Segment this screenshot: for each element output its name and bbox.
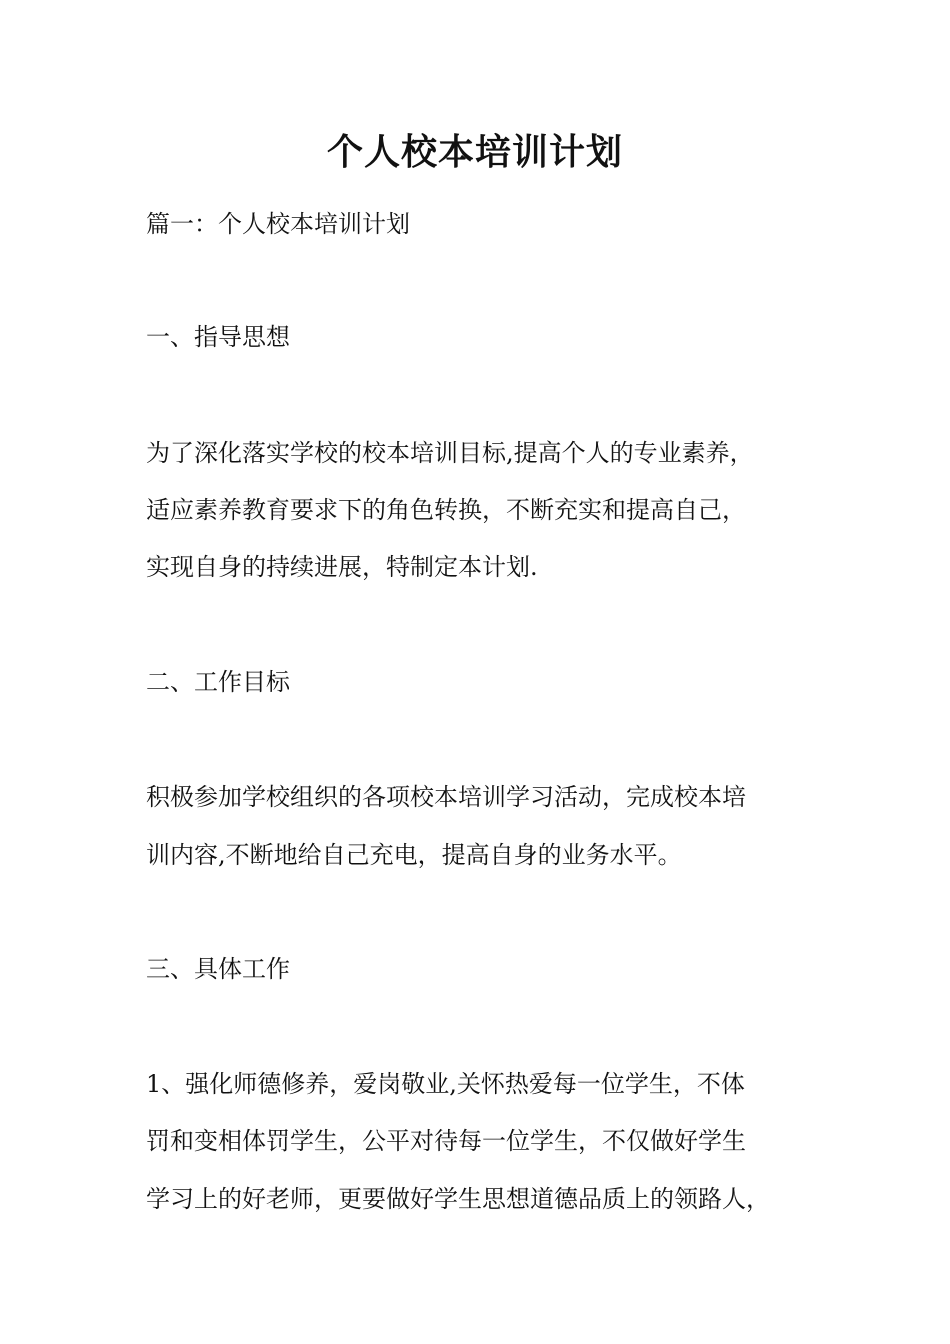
- paragraph-line: 罚和变相体罚学生，公平对待每一位学生，不仅做好学生: [146, 1127, 746, 1155]
- paragraph-line: 1、强化师德修养，爱岗敬业,关怀热爱每一位学生，不体: [146, 1070, 745, 1098]
- paragraph-line: 训内容,不断地给自己充电，提高自身的业务水平。: [146, 841, 682, 869]
- section-heading-specific-work: 三、具体工作: [146, 955, 290, 983]
- paragraph-line: 积极参加学校组织的各项校本培训学习活动，完成校本培: [146, 783, 746, 811]
- paragraph-line: 实现自身的持续进展，特制定本计划.: [146, 553, 538, 581]
- section-heading-guiding-thought: 一、指导思想: [146, 323, 290, 351]
- document-subtitle: 篇一：个人校本培训计划: [146, 210, 410, 238]
- section-heading-work-goals: 二、工作目标: [146, 668, 290, 696]
- paragraph-line: 适应素养教育要求下的角色转换，不断充实和提高自己，: [146, 496, 746, 524]
- paragraph-line: 为了深化落实学校的校本培训目标,提高个人的专业素养，: [146, 439, 754, 467]
- document-title: 个人校本培训计划: [326, 131, 623, 173]
- paragraph-line: 学习上的好老师，更要做好学生思想道德品质上的领路人，: [146, 1185, 770, 1213]
